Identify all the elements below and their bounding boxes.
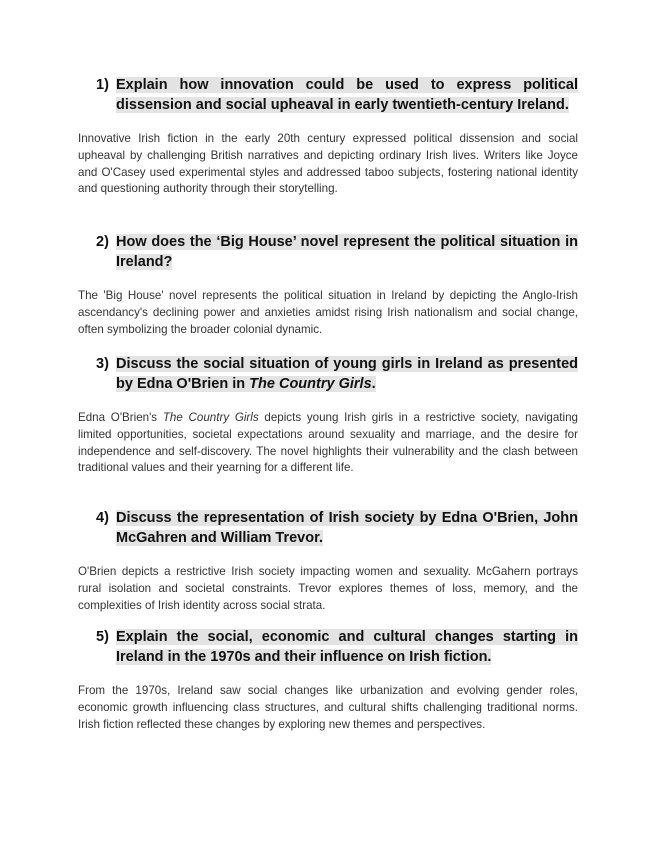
- question-number: 3): [96, 356, 109, 372]
- question-number: 4): [96, 510, 109, 526]
- answer-2: The 'Big House' novel represents the political situation in Ireland by depicting the Anglo-Irish ascendancy's declining power and anxieties amidst rising Irish nationalism and social change, often symbolizing the broader colonial dynamic.: [78, 289, 578, 336]
- book-title: The Country Girls: [249, 375, 372, 392]
- answer-text-pre: Edna O'Brien's: [78, 411, 163, 424]
- answer-text-post: depicts young Irish girls in a restrictive society, navigating limited opportunities, societal expectations around sexuality and marriage, and the desire for independence and self-discovery. The novel highlights their vulnerability and the clash between traditional values and their yearning for a different life.: [78, 411, 578, 475]
- answer-3: [78, 410, 578, 477]
- question-text: How does the ‘Big House’ novel represent the political situation in Ireland?: [116, 234, 578, 270]
- qa-item-1: [78, 76, 578, 198]
- question-text: Explain how innovation could be used to express political dissension and social upheaval in early twentieth-century Ireland.: [116, 77, 578, 113]
- question-text: Discuss the representation of Irish society by Edna O'Brien, John McGahren and William Trevor.: [116, 510, 578, 546]
- question-text-post: .: [371, 375, 376, 392]
- question-3: [96, 355, 578, 394]
- question-number: 1): [96, 77, 109, 93]
- answer-5: From the 1970s, Ireland saw social changes like urbanization and evolving gender roles, economic growth influencing class structures, and cultural shifts challenging traditional norms. Irish fiction reflected these changes by exploring new themes and perspectives.: [78, 684, 578, 731]
- question-2: [96, 233, 578, 272]
- question-5: [96, 628, 578, 667]
- qa-item-2: [78, 233, 578, 338]
- qa-item-5: [78, 628, 578, 733]
- question-text-pre: Discuss the social situation of young girls in Ireland as presented by Edna O'Brien in: [116, 356, 578, 392]
- question-text: Explain the social, economic and cultural changes starting in Ireland in the 1970s and their influence on Irish fiction.: [116, 629, 578, 665]
- question-text: [116, 356, 578, 392]
- book-title: The Country Girls: [162, 411, 259, 424]
- answer-4: O'Brien depicts a restrictive Irish society impacting women and sexuality. McGahern portrays rural isolation and societal constraints. Trevor explores themes of loss, memory, and the complexities of Irish identity across social strata.: [78, 565, 578, 612]
- question-number: 2): [96, 234, 109, 250]
- answer-1: Innovative Irish fiction in the early 20th century expressed political dissension and social upheaval by challenging British narratives and depicting ordinary Irish lives. Writers like Joyce and O'Casey used experimental styles and addressed taboo subjects, fostering national identity and questioning authority through their storytelling.: [78, 132, 578, 196]
- question-number: 5): [96, 629, 109, 645]
- question-1: [96, 76, 578, 115]
- qa-item-4: [78, 509, 578, 614]
- question-4: [96, 509, 578, 548]
- qa-item-3: [78, 355, 578, 477]
